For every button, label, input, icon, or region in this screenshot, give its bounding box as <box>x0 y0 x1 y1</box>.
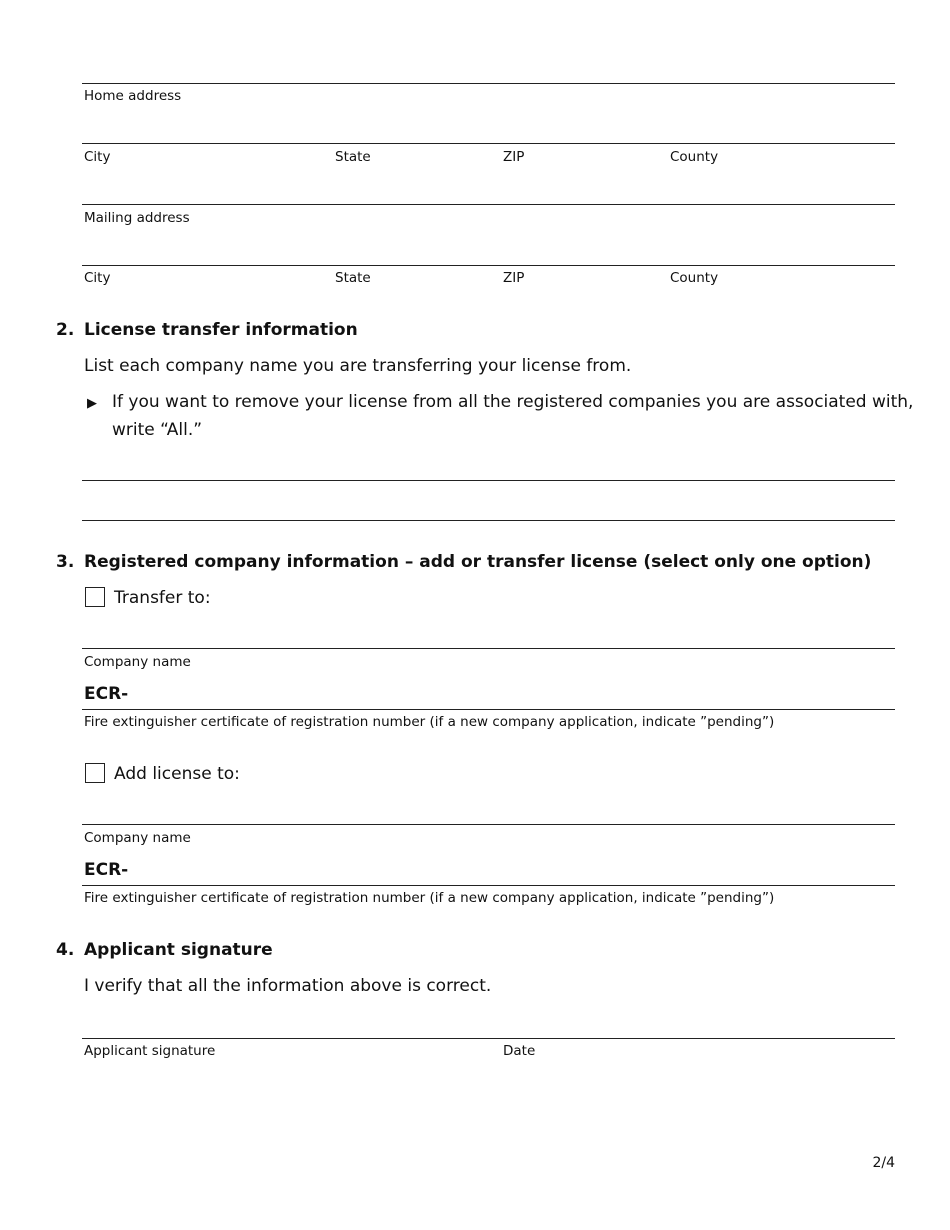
home-address-input[interactable] <box>84 113 888 137</box>
date-label: Date <box>503 1043 536 1059</box>
mailing-county-label: County <box>670 270 719 286</box>
company-name-label: Company name <box>84 654 191 670</box>
signature-input[interactable] <box>84 1013 488 1037</box>
divider <box>82 204 895 205</box>
answer-line <box>82 480 895 481</box>
state-label: State <box>335 149 371 165</box>
home-address-label: Home address <box>84 88 182 104</box>
add-ecr-input[interactable] <box>130 860 884 884</box>
add-license-label: Add license to: <box>114 764 240 784</box>
instruction-text: List each company name you are transferring your license from. <box>84 356 632 376</box>
section-title-applicant-signature: Applicant signature <box>84 940 273 960</box>
divider <box>82 709 895 710</box>
page-number: 2/4 <box>872 1155 895 1171</box>
divider <box>82 824 895 825</box>
mailing-zip-label: ZIP <box>503 270 525 286</box>
bullet-text-line2: write “All.” <box>112 420 203 440</box>
divider <box>82 83 895 84</box>
zip-input[interactable] <box>503 174 667 198</box>
signature-label: Applicant signature <box>84 1043 216 1059</box>
divider <box>82 885 895 886</box>
zip-label: ZIP <box>503 149 525 165</box>
verification-statement: I verify that all the information above is correct. <box>84 976 492 996</box>
transfer-from-input-2[interactable] <box>84 495 888 519</box>
mailing-city-label: City <box>84 270 111 286</box>
section-title-license-transfer: License transfer information <box>84 320 358 340</box>
bullet-arrow-icon: ▶ <box>87 396 97 411</box>
ecr-prefix: ECR- <box>84 860 129 880</box>
divider <box>82 143 895 144</box>
add-company-input[interactable] <box>84 799 888 823</box>
section-number: 4. <box>56 940 75 960</box>
city-input[interactable] <box>84 174 328 198</box>
section-number: 2. <box>56 320 75 340</box>
transfer-company-input[interactable] <box>84 623 888 647</box>
ecr-prefix: ECR- <box>84 684 129 704</box>
section-title-registered-company: Registered company information – add or transfer license (select only one option) <box>84 552 872 572</box>
bullet-text-line1: If you want to remove your license from all the registered companies you are associated with, <box>112 392 914 412</box>
section-number: 3. <box>56 552 75 572</box>
transfer-to-label: Transfer to: <box>114 588 211 608</box>
transfer-to-checkbox[interactable] <box>85 587 105 607</box>
ecr-number-label: Fire extinguisher certificate of registration number (if a new company application, indicate ”pending”) <box>84 890 775 906</box>
city-label: City <box>84 149 111 165</box>
divider <box>82 648 895 649</box>
state-input[interactable] <box>335 174 499 198</box>
date-input[interactable] <box>503 1013 887 1037</box>
divider <box>82 1038 895 1039</box>
county-label: County <box>670 149 719 165</box>
mailing-address-label: Mailing address <box>84 210 190 226</box>
answer-line <box>82 520 895 521</box>
company-name-label: Company name <box>84 830 191 846</box>
county-input[interactable] <box>670 174 889 198</box>
mailing-state-label: State <box>335 270 371 286</box>
add-license-checkbox[interactable] <box>85 763 105 783</box>
transfer-from-input-1[interactable] <box>84 455 888 479</box>
mailing-address-input[interactable] <box>84 235 888 259</box>
divider <box>82 265 895 266</box>
ecr-number-label: Fire extinguisher certificate of registration number (if a new company application, indicate ”pending”) <box>84 714 775 730</box>
transfer-ecr-input[interactable] <box>130 684 884 708</box>
